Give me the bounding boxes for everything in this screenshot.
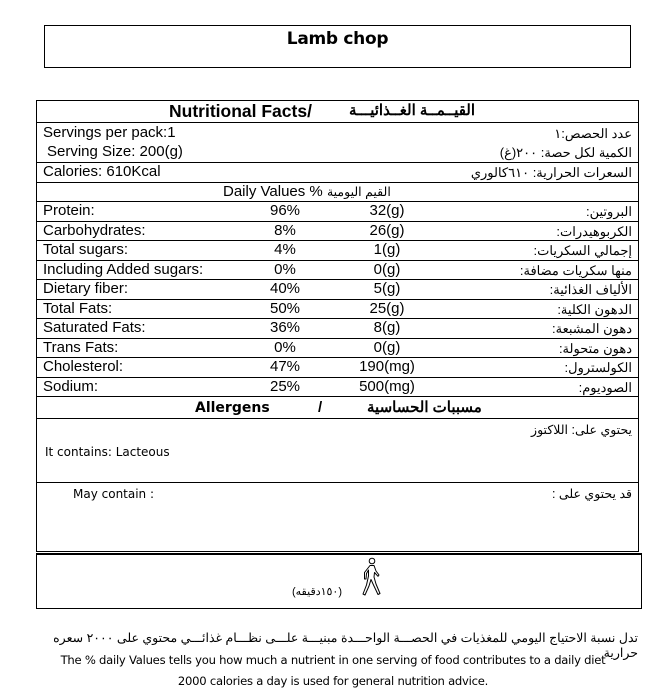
nutrient-label-ar: إجمالي السكريات: bbox=[533, 243, 632, 258]
nutrient-label: Carbohydrates: bbox=[43, 221, 146, 239]
allergens-may-contain-row bbox=[37, 483, 638, 551]
nutrient-label: Sodium: bbox=[43, 377, 99, 395]
nutrient-row bbox=[37, 261, 638, 281]
nutrient-row bbox=[37, 222, 638, 242]
nutrient-percent: 25% bbox=[269, 377, 301, 395]
nutrient-label: Trans Fats: bbox=[43, 338, 119, 356]
nutrient-amount: 0(g) bbox=[373, 260, 401, 278]
nutrition-facts-table bbox=[36, 100, 639, 552]
footer-note-en-line1: The % daily Values tells you how much a nutrient in one serving of food contributes to a daily diet bbox=[60, 653, 606, 667]
nutrient-amount: 32(g) bbox=[369, 202, 405, 219]
footer-note-ar: تدل نسبة الاحتياج اليومي للمغذيات في الحصـــة الواحـــدة مبنيـــة علـــى نظـــام غذائـــي محتوي على ٢٠٠٠ سعره حرارية bbox=[53, 631, 638, 660]
nutrition-header bbox=[37, 101, 638, 123]
nutrient-percent: 47% bbox=[269, 358, 301, 375]
allergens-header bbox=[37, 397, 638, 419]
serving-size-ar: الكمية لكل حصة: ٢٠٠(غ) bbox=[499, 145, 632, 160]
nutrient-row bbox=[37, 300, 638, 320]
nutrient-row bbox=[37, 358, 638, 378]
nutrient-label: Cholesterol: bbox=[43, 358, 124, 375]
nutrient-percent: 36% bbox=[269, 319, 301, 336]
nutrient-amount: 25(g) bbox=[369, 299, 405, 317]
nutrient-label-ar: البروتين: bbox=[586, 204, 632, 219]
nutrient-row bbox=[37, 241, 638, 261]
nutrient-label: Total sugars: bbox=[43, 241, 129, 258]
allergens-title-en: Allergens bbox=[195, 400, 270, 416]
allergens-title-ar: مسببات الحساسية bbox=[367, 399, 482, 416]
calories: Calories: 610Kcal bbox=[43, 163, 161, 180]
daily-values-header bbox=[37, 183, 638, 203]
contains-ar: يحتوي على: اللاكتوز bbox=[531, 423, 632, 437]
allergens-slash: / bbox=[318, 399, 323, 416]
calories-row bbox=[37, 163, 638, 183]
daily-values-label-en: Daily Values % bbox=[223, 182, 323, 200]
walking-duration: (١٥٠دقيقه) bbox=[292, 586, 343, 598]
nutrient-amount: 8(g) bbox=[373, 319, 401, 336]
nutrient-percent: 4% bbox=[274, 241, 296, 258]
nutrient-label: Total Fats: bbox=[43, 299, 113, 317]
calories-ar: السعرات الحرارية: ٦١٠كالوري bbox=[470, 165, 632, 180]
nutrient-percent: 0% bbox=[274, 260, 296, 278]
nutrient-label-ar: الصوديوم: bbox=[578, 379, 632, 395]
nutrient-amount: 0(g) bbox=[373, 338, 401, 356]
nutrient-label-ar: الدهون الكلية: bbox=[557, 301, 632, 317]
nutrient-amount: 1(g) bbox=[373, 241, 401, 258]
allergens-contains-row bbox=[37, 419, 638, 483]
nutrient-label-ar: دهون المشبعة: bbox=[552, 321, 632, 336]
nutrient-percent: 0% bbox=[274, 338, 296, 356]
product-title: Lamb chop bbox=[286, 29, 389, 49]
nutrient-label: Protein: bbox=[43, 202, 95, 219]
serving-size: Serving Size: 200(g) bbox=[47, 143, 183, 160]
nutrition-title-en: Nutritional Facts/ bbox=[169, 101, 312, 121]
daily-values-label bbox=[223, 183, 391, 201]
nutrient-label-ar: دهون متحولة: bbox=[558, 340, 632, 356]
nutrient-percent: 40% bbox=[269, 280, 301, 297]
activity-box bbox=[36, 553, 642, 609]
nutrient-label: Including Added sugars: bbox=[43, 260, 204, 278]
nutrition-title-ar: القيــمــة الغــذائيـــة bbox=[349, 102, 476, 119]
servings-per-pack: Servings per pack:1 bbox=[43, 124, 176, 141]
walking-person-icon bbox=[359, 557, 383, 597]
nutrient-percent: 50% bbox=[269, 299, 301, 317]
nutrient-row bbox=[37, 319, 638, 339]
nutrient-label-ar: الكولسترول: bbox=[564, 360, 632, 375]
nutrient-row bbox=[37, 378, 638, 398]
nutrient-percent: 96% bbox=[269, 202, 301, 219]
nutrient-amount: 500(mg) bbox=[359, 377, 415, 395]
daily-values-label-ar: القيم اليومية bbox=[326, 184, 391, 199]
may-contain-en: May contain : bbox=[73, 487, 155, 501]
nutrient-label-ar: منها سكريات مضافة: bbox=[519, 262, 632, 278]
servings-row bbox=[37, 123, 638, 163]
may-contain-ar: قد يحتوي على : bbox=[551, 487, 632, 501]
nutrient-amount: 5(g) bbox=[373, 280, 401, 297]
nutrient-amount: 190(mg) bbox=[359, 358, 415, 375]
servings-per-pack-ar: عدد الحصص:١ bbox=[554, 126, 632, 141]
contains-en: It contains: Lacteous bbox=[45, 445, 170, 459]
nutrient-row bbox=[37, 280, 638, 300]
product-title-box bbox=[44, 25, 631, 68]
nutrient-label: Saturated Fats: bbox=[43, 319, 146, 336]
nutrient-amount: 26(g) bbox=[369, 221, 405, 239]
nutrient-label-ar: الألياف الغذائية: bbox=[549, 282, 632, 297]
nutrient-label: Dietary fiber: bbox=[43, 280, 129, 297]
footer-note-en-line2: 2000 calories a day is used for general nutrition advice. bbox=[177, 674, 489, 688]
nutrient-row bbox=[37, 202, 638, 222]
nutrient-row bbox=[37, 339, 638, 359]
nutrient-label-ar: الكربوهيدرات: bbox=[556, 223, 632, 239]
nutrient-percent: 8% bbox=[274, 221, 296, 239]
